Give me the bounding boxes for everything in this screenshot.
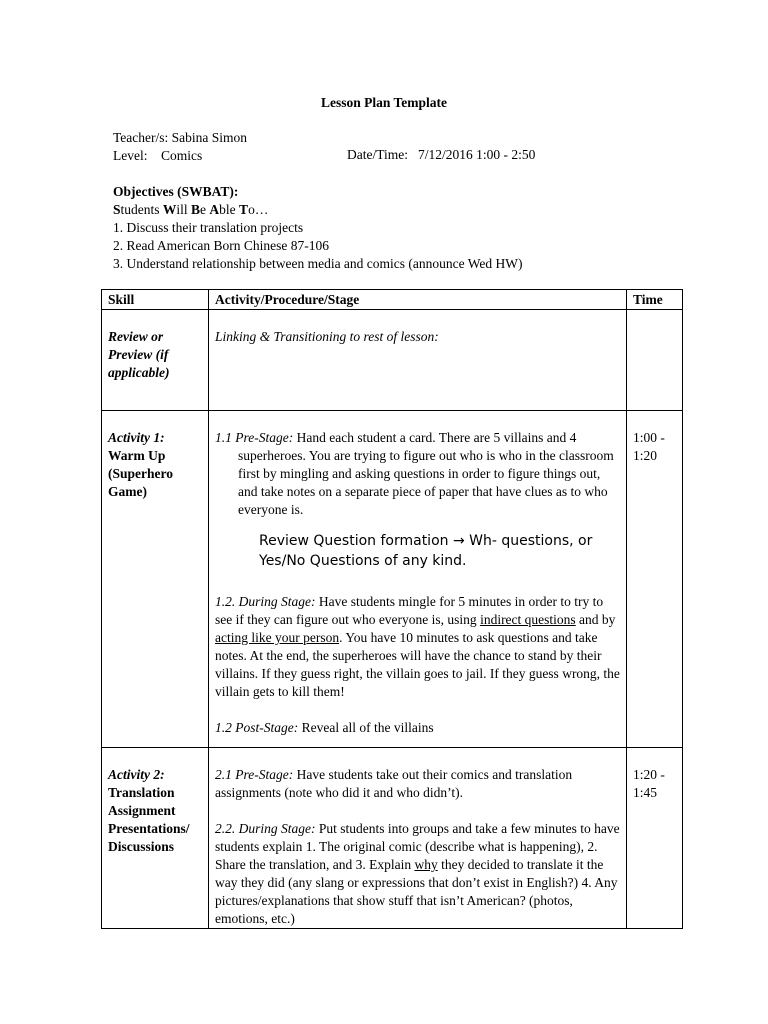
review-skill: Review or Preview (if applicable) — [102, 310, 209, 411]
table-row-review — [102, 310, 683, 411]
table-row-activity-1 — [102, 411, 683, 748]
activity1-during-u1: indirect questions — [480, 612, 576, 627]
activity1-pre-stage — [215, 429, 620, 519]
table-row-activity-2 — [102, 748, 683, 929]
table-header-row — [102, 290, 683, 310]
swbat-b-rest: e — [200, 202, 210, 217]
lesson-plan-table — [101, 289, 683, 929]
swbat-w: W — [162, 202, 177, 217]
swbat-s: S — [113, 202, 121, 217]
activity1-during-label: 1.2. During Stage: — [215, 594, 316, 609]
activity1-during-b: and by — [575, 612, 616, 627]
review-time — [627, 310, 683, 411]
activity1-skill — [102, 411, 209, 748]
level-value: Comics — [160, 148, 203, 163]
activity1-procedure — [209, 411, 627, 748]
activity1-post-text: Reveal all of the villains — [298, 720, 434, 735]
swbat-s-rest: tudents — [120, 202, 163, 217]
swbat-a-rest: ble — [219, 202, 240, 217]
activity2-during-stage — [215, 820, 620, 928]
activity2-time: 1:20 - 1:45 — [627, 748, 683, 929]
activity2-name: Translation Assignment Presentations/ Discussions — [108, 785, 190, 854]
activity2-skill — [102, 748, 209, 929]
activity2-pre-label: 2.1 Pre-Stage: — [215, 767, 294, 782]
header-skill: Skill — [102, 290, 209, 310]
level-label: Level: — [113, 148, 148, 163]
objective-item: 2. Read American Born Chinese 87-106 — [113, 238, 329, 253]
objective-item: 1. Discuss their translation projects — [113, 220, 304, 235]
teacher-line: Teacher/s: Sabina Simon — [113, 130, 248, 145]
swbat-line — [113, 201, 268, 219]
activity1-note: Review Question formation → Wh- questions, or Yes/No Questions of any kind. — [259, 533, 593, 569]
swbat-b: B — [191, 202, 201, 217]
review-activity: Linking & Transitioning to rest of lesson: — [209, 310, 627, 411]
activity1-during-u2: acting like your person — [215, 630, 340, 645]
header-activity: Activity/Procedure/Stage — [209, 290, 627, 310]
activity1-pre-text: Hand each student a card. There are 5 villains and 4 superheroes. You are trying to figure out who is who in the classroom first by mingling and asking questions in order to figure things out, and take notes on a separate piece of paper that have clues as to who everyone is. — [238, 430, 614, 517]
activity1-post-label: 1.2 Post-Stage: — [215, 720, 299, 735]
swbat-a: A — [209, 202, 220, 217]
activity2-pre-text: Have students take out their comics and translation assignments (note who did it and who didn’t). — [215, 767, 573, 800]
swbat-t-rest: o… — [248, 202, 269, 217]
activity1-during-a: Have students mingle for 5 minutes in order to try to see if they can figure out who everyone is, using — [215, 594, 604, 627]
objective-item: 3. Understand relationship between media and comics (announce Wed HW) — [113, 256, 523, 271]
activity2-during-a: Put students into groups and take a few minutes to have students explain 1. The original comic (describe what is happening), 2. Share the translation, and 3. Explain — [215, 821, 620, 872]
activity1-during-stage — [215, 593, 620, 701]
activity1-post-stage — [215, 719, 620, 737]
swbat-w-rest: ill — [176, 202, 192, 217]
activity2-during-b: they decided to translate it the way they did (any slang or expressions that don’t exist in English?) 4. Any pictures/explanations that show stuff that isn’t American? (photos, emotions, etc.) — [215, 857, 618, 926]
datetime-label: Date/Time: — [347, 147, 409, 162]
activity1-name: Warm Up (Superhero Game) — [108, 448, 174, 499]
activity1-pre-label: 1.1 Pre-Stage: — [215, 430, 294, 445]
objectives-heading: Objectives (SWBAT): — [113, 184, 239, 199]
level-line — [113, 147, 202, 165]
datetime-line — [347, 147, 535, 163]
activity1-time: 1:00 - 1:20 — [627, 411, 683, 748]
activity2-label: Activity 2: — [108, 767, 165, 782]
activity2-procedure — [209, 748, 627, 929]
activity2-during-label: 2.2. During Stage: — [215, 821, 316, 836]
swbat-t: T — [239, 202, 249, 217]
activity2-pre-stage — [215, 766, 620, 802]
document-title: Lesson Plan Template — [320, 95, 448, 110]
activity1-label: Activity 1: — [108, 430, 165, 445]
activity2-during-u: why — [414, 857, 438, 872]
activity1-during-c: . You have 10 minutes to ask questions and take notes. At the end, the superheroes will have the chance to stand by their villains. If they guess right, the villain goes to jail. If they guess wrong, the villain gets to kill them! — [215, 630, 620, 699]
header-time: Time — [627, 290, 683, 310]
datetime-value: 7/12/2016 1:00 - 2:50 — [418, 147, 536, 162]
